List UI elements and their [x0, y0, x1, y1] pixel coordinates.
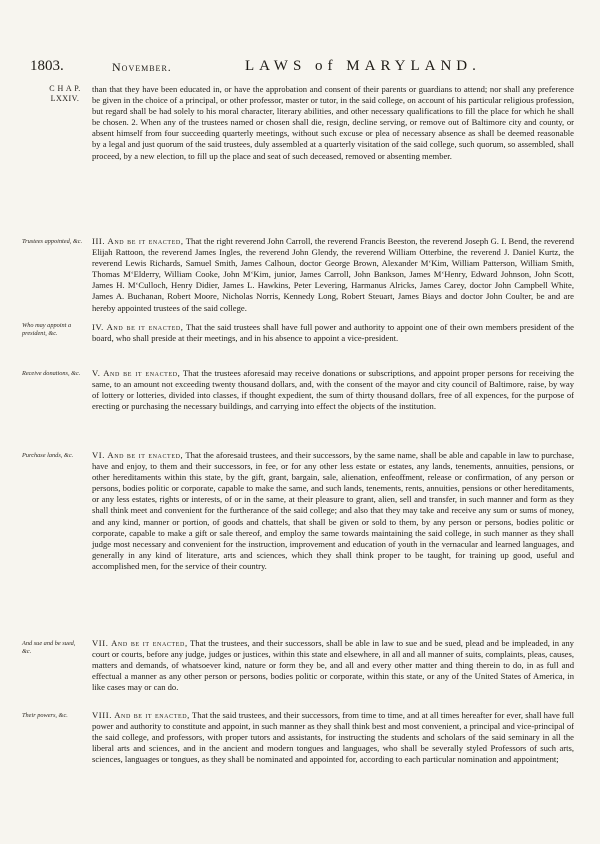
- paragraph-section-6: [92, 450, 574, 572]
- paragraph-section-8: [92, 710, 574, 765]
- margin-note-trustees: Trustees appointed, &c.: [22, 238, 83, 245]
- section-4-opening: IV. And be it enacted,: [92, 322, 184, 332]
- section-6-opening: VI. And be it enacted,: [92, 450, 184, 460]
- header-month: November.: [112, 60, 172, 74]
- paragraph-section-7: [92, 638, 574, 693]
- header-year: 1803.: [30, 58, 64, 74]
- margin-note-purchase: Purchase lands, &c.: [22, 452, 74, 459]
- section-8-text: That the said trustees, and their successors, from time to time, and at all times hereafter for ever, shall have full power and authority to constitute and appoint, in such manner as they shall think best and most convenient, a principal and vice-principal of the said college, and professors, with proper tutors and assistants, for instructing the students and scholars of the said seminary in all the liberal arts and sciences, and in the ancient and modern tongues and languages, who shall be severally styled Professors of such arts, sciences, languages or tongues, as they shall be nominated and appointed for, according to each particular nomination and appointment;: [92, 710, 574, 765]
- section-3-opening: III. And be it enacted,: [92, 236, 184, 246]
- paragraph-section-5: [92, 368, 574, 412]
- margin-note-sue: And sue and be sued, &c.: [22, 640, 76, 655]
- header-title: LAWS of MARYLAND.: [245, 58, 481, 74]
- chapter-label: [40, 84, 90, 103]
- section-7-text: That the trustees, and their successors, shall be able in law to sue and be sued, plead and be impleaded, in any court or courts, before any judge, judges or justices, within this state and elsewhere, in all and all manner of suits, complaints, pleas, causes, matters and demands, of whatsoever kind, nature or form they be, and all and every other matter and thing therein to do, in as full and effectual a manner as any other person or persons, bodies politic or corporate, within this state, or any of the United States of America, in like cases may or can do.: [92, 638, 574, 693]
- section-3-text: That the right reverend John Carroll, the reverend Francis Beeston, the reverend Joseph G. I. Bend, the reverend Elijah Rattoon, the reverend James Ingles, the reverend John Glendy, the reverend William Otterbine, the reverend J. Daniel Kurtz, the reverend Lewis Richards, Samuel Smith, James Calhoun, doctor George Brown, Alexander M‘Kim, William Patterson, William Smith, Thomas M‘Elderry, William Cooke, John M‘Kim, junior, James Carroll, John Bankson, James M‘Henry, Edward Johnson, John Scott, James H. M‘Culloch, Henry Didier, James L. Hawkins, Peter Levering, Harmanus Alricks, James Carey, doctor John Campbell White, James A. Buchanan, Robert Moore, Nicholas Norris, Kennedy Long, Robert Steuart, James Biays and doctor John Coulter, be and are hereby appointed trustees of the said college.: [92, 236, 575, 313]
- chapter-number: LXXIV.: [50, 93, 80, 103]
- section-5-opening: V. And be it enacted,: [92, 368, 181, 378]
- margin-note-powers: Their powers, &c.: [22, 712, 68, 719]
- section-5-text: That the trustees aforesaid may receive donations or subscriptions, and appoint proper persons for receiving the same, to an amount not exceeding twenty thousand dollars, and, with the consent of the mayor and city council of Baltimore, raise, by way of lottery or lotteries, divided into classes, if thought expedient, the sum of thirty thousand dollars, free of all expences, for the purpose of erecting or purchasing the necessary buildings, and carrying into effect the objects of the institution.: [92, 368, 574, 412]
- margin-note-donations: Receive donations, &c.: [22, 370, 81, 377]
- section-7-opening: VII. And be it enacted,: [92, 638, 188, 648]
- chapter-label-line1: C H A P.: [49, 84, 81, 93]
- section-6-text: That the aforesaid trustees, and their successors, by the same name, shall be able and capable in law to purchase, have and enjoy, to them and their successors, in fee, or for any other less estate or estates, any lands, tenements, annuities, pensions, or other hereditaments within this state, by the gift, grant, bargain, sale, alienation, enfeoffment, release or confirmation, of any person or persons, bodies politic or corporate, capable to make the same, and such lands, tenements, rents, annuities, pensions or other hereditaments, or any less estates, rights or interests, of or in the same, at their pleasure to grant, alien, sell and transfer, in such manner and form as they shall think meet and convenient for the furtherance of the said college; and also that they may take and receive any sum or sums of money, and any kind, manner or portion, of goods and chattels, that shall be given or sold to them, by any person or persons, bodies politic or corporate, capable to make a gift or sale thereof, and employ the same towards maintaining the said college, in such manner as they shall judge most necessary and convenient for the instruction, improvement and education of youth in the vernacular and learned languages, and generally in any kind of literature, arts and sciences, which they shall think proper to be taught, for training up good, useful and accomplished men, for the service of their country.: [92, 450, 574, 571]
- page-header: [30, 58, 582, 80]
- section-4-text: That the said trustees shall have full power and authority to appoint one of their own members president of the board, who shall preside at their meetings, and in his absence to appoint a vice-president.: [92, 322, 574, 344]
- paragraph-continuation: than that they have been educated in, or have the approbation and consent of their parents or guardians to attend; nor shall any preference be given in the choice of a principal, or other professor, master or tutor, in the said college, on account of his particular religious profession, but regard shall be had solely to his moral character, literary abilities, and other necessary qualifications to fill the place for which he shall be chosen. 2. When any of the trustees named or chosen shall die, resign, decline serving, or remove out of Baltimore city and county, or absent himself from four succeeding quarterly meetings, without such excuse or plea of necessary absence as shall be deemed reasonable by a legal and just quorum of the said trustees, duly assembled at a quarterly visitation of the said college, such quorum, so assembled, shall proceed, by a new election, to fill up the place and seat of such deceased, removed or absenting member.: [92, 84, 574, 161]
- section-8-opening: VIII. And be it enacted,: [92, 710, 190, 720]
- paragraph-section-4: [92, 322, 574, 344]
- margin-note-president: Who may appoint a president, &c.: [22, 322, 72, 337]
- paragraph-section-3: [92, 236, 574, 314]
